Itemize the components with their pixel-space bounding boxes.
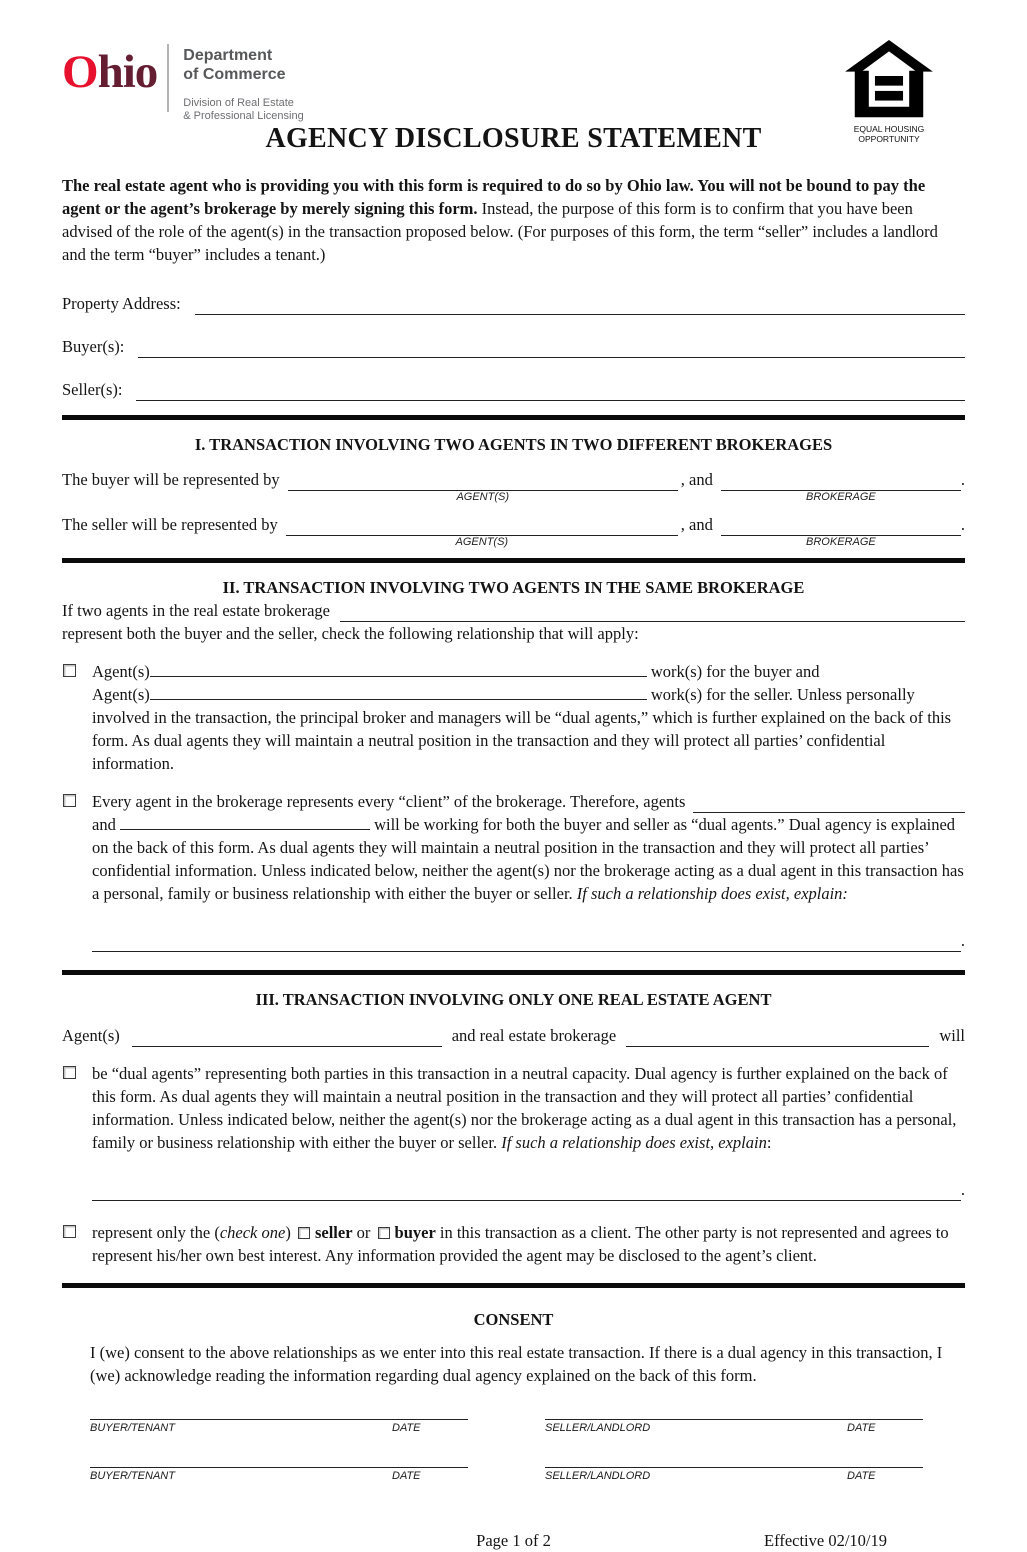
buyer-signature-block-2: [90, 1467, 468, 1483]
buyer-representation-row: [62, 468, 965, 503]
section3-option1-body: [92, 1062, 965, 1154]
section3-brokerage-mid: and real estate brokerage: [451, 1025, 617, 1045]
equal-housing-label-line1: EQUAL HOUSING: [853, 124, 925, 134]
section3-option2-suffix: in this transaction as a client. The other party is not represented and agrees to represent his/her own best interest. Any information provided the agent may be disclosed to the agent’s client.: [92, 1222, 949, 1265]
option1-seller-agent-line: [92, 683, 965, 706]
seller-representation-row: [62, 513, 965, 548]
section3-option2-prefix: represent only the (: [92, 1222, 220, 1242]
division-line2: & Professional Licensing: [183, 110, 304, 122]
buyers-label: Buyer(s):: [62, 336, 125, 356]
date-label: DATE: [392, 1421, 421, 1434]
section2-intro-line1: [62, 599, 965, 622]
option1-seller-agents-input-line[interactable]: [150, 687, 647, 700]
buyer-agents-input-line[interactable]: [288, 473, 678, 503]
section3-option2-check-one: check one: [219, 1222, 286, 1242]
option2-line1: [92, 790, 965, 813]
option2-explain-input-line[interactable]: [92, 951, 961, 952]
seller-agents-input-line[interactable]: [286, 518, 678, 548]
section3-option1-colon: :: [766, 1132, 772, 1152]
logo-divider: [167, 44, 169, 112]
ohio-wordmark-hio: hio: [97, 46, 158, 98]
buyer-checkbox[interactable]: [378, 1227, 390, 1239]
seller-checkbox[interactable]: [298, 1227, 310, 1239]
section3-option2: [62, 1221, 965, 1267]
equal-housing-house-icon: [845, 40, 933, 119]
section2-option2-checkbox[interactable]: [63, 794, 76, 807]
seller-landlord-label: SELLER/LANDLORD: [545, 1421, 651, 1434]
consent-paragraph: I (we) consent to the above relationships as we enter into this real estate transaction. If there is a dual agency in this transaction, I (we) acknowledge reading the information regarding dual agency explained on the back of this form.: [90, 1342, 943, 1385]
department-text-block: [183, 40, 303, 123]
sellers-label: Seller(s):: [62, 379, 123, 399]
ohio-wordmark: [62, 46, 158, 98]
buyer-tenant-label: BUYER/TENANT: [90, 1469, 175, 1482]
option1-buyer-agents-input-line[interactable]: [150, 664, 647, 677]
option1-agent1-prefix: Agent(s): [92, 661, 150, 681]
buyers-row: [62, 326, 965, 358]
page-title: AGENCY DISCLOSURE STATEMENT: [265, 123, 762, 154]
buyers-input-line[interactable]: [138, 357, 965, 358]
department-line2: of Commerce: [183, 66, 286, 83]
agents-caption: AGENT(S): [455, 535, 509, 548]
section3-option1-checkbox[interactable]: [63, 1066, 76, 1079]
option2-body: [92, 813, 965, 905]
property-address-row: [62, 283, 965, 315]
buyer-signature-block-1: [90, 1419, 468, 1435]
option2-line1-text: Every agent in the brokerage represents every “client” of the brokerage. Therefore, agents: [92, 791, 686, 811]
intro-paragraph: [62, 174, 965, 266]
section3-will-suffix: will: [939, 1025, 965, 1045]
section3-option2-checkbox[interactable]: [63, 1225, 76, 1238]
seller-signature-block-2: [545, 1467, 923, 1483]
consent-heading: CONSENT: [473, 1309, 554, 1329]
option2-end-period: .: [960, 930, 965, 950]
buyer-line-and: , and: [680, 469, 713, 489]
section2-option1-checkbox[interactable]: [63, 664, 76, 677]
section-divider: [62, 558, 965, 563]
department-line1: Department: [183, 47, 273, 64]
section2-option1: [62, 660, 965, 775]
agents-caption: AGENT(S): [456, 490, 509, 503]
equal-housing-label-line2: OPPORTUNITY: [858, 133, 920, 144]
sellers-row: [62, 369, 965, 401]
intro-bold-text: The real estate agent who is providing you with this form is required to do so by Ohio law. You will not be bound to pay the agent or the agent’s brokerage by merely signing this form.: [62, 176, 926, 218]
form-header: [62, 40, 965, 154]
section1-heading: I. TRANSACTION INVOLVING TWO AGENTS IN TWO DIFFERENT BROKERAGES: [194, 434, 833, 454]
section3-option1: [62, 1062, 965, 1201]
property-address-label: Property Address:: [62, 293, 181, 313]
ohio-department-of-commerce-logo: [62, 40, 965, 123]
signature-row-1: [90, 1419, 965, 1435]
option1-body-text: involved in the transaction, the principal broker and managers will be “dual agents,” which is further explained on the back of this form. As dual agents they will maintain a neutral position in the transaction and they will protect all parties’ confidential information.: [92, 707, 952, 773]
section3-explain-input-line[interactable]: [92, 1200, 961, 1201]
buyer-line-prefix: The buyer will be represented by: [62, 469, 280, 489]
seller-landlord-label: SELLER/LANDLORD: [545, 1469, 651, 1482]
option1-line2-suffix: work(s) for the seller. Unless personally: [650, 684, 915, 704]
seller-checkbox-label: seller: [314, 1222, 353, 1242]
seller-signature-block-1: [545, 1419, 923, 1435]
seller-line-and: , and: [680, 514, 713, 534]
section-divider: [62, 1283, 965, 1288]
section2-intro-prefix: If two agents in the real estate brokerage: [62, 600, 331, 620]
brokerage-caption: BROKERAGE: [806, 535, 876, 548]
date-label: DATE: [847, 1469, 876, 1482]
brokerage-caption: BROKERAGE: [806, 490, 876, 503]
section3-option2-body: [92, 1221, 965, 1267]
section3-option2-or: or: [356, 1222, 371, 1242]
date-label: DATE: [392, 1469, 421, 1482]
buyer-checkbox-label: buyer: [394, 1222, 436, 1242]
option1-line1-suffix: work(s) for the buyer and: [650, 661, 820, 681]
option2-agent2-input-line[interactable]: [120, 817, 370, 830]
signature-row-2: [90, 1467, 965, 1483]
option2-and: and: [92, 814, 116, 834]
division-line1: Division of Real Estate: [183, 97, 294, 109]
seller-line-period: .: [960, 514, 965, 534]
section3-agents-input-line[interactable]: [132, 1033, 442, 1047]
buyer-brokerage-input-line[interactable]: [721, 473, 961, 503]
page-number: Page 1 of 2: [476, 1530, 551, 1550]
section3-end-period: .: [960, 1179, 965, 1199]
page-footer: [62, 1529, 965, 1552]
effective-date: Effective 02/10/19: [764, 1530, 887, 1550]
section3-agent-prefix: Agent(s): [62, 1025, 120, 1045]
buyer-line-period: .: [960, 469, 965, 489]
section2-intro-line2: represent both the buyer and the seller, check the following relationship that will apply:: [62, 623, 639, 643]
option2-explain-row: [92, 929, 965, 952]
option1-buyer-agent-line: [92, 660, 965, 683]
section3-heading: III. TRANSACTION INVOLVING ONLY ONE REAL ESTATE AGENT: [255, 989, 772, 1009]
option1-agent2-prefix: Agent(s): [92, 684, 150, 704]
section3-agent-row: [62, 1019, 965, 1047]
option2-body-text: will be working for both the buyer and seller as “dual agents.” Dual agency is explained on the back of this form. As dual agents they will maintain a neutral position in the transaction and they will protect all parties’ confidential information. Unless indicated below, neither the agent(s) nor the brokerage acting as a dual agent in this transaction has a personal, family or business relationship with either the buyer or seller.: [92, 814, 964, 903]
intro-regular-text: Instead, the purpose of this form is to confirm that you have been advised of the role of the agent(s) in the transaction proposed below. (For purposes of this form, the term “seller” includes a landlord and the term “buyer” includes a tenant.): [62, 199, 938, 264]
option2-italic-text: If such a relationship does exist, explain:: [576, 883, 848, 903]
section3-explain-row: [92, 1178, 965, 1201]
property-address-input-line[interactable]: [195, 314, 965, 315]
section3-option2-close-paren: ): [285, 1222, 291, 1242]
section-divider: [62, 970, 965, 975]
sellers-input-line[interactable]: [136, 400, 965, 401]
section2-heading: II. TRANSACTION INVOLVING TWO AGENTS IN THE SAME BROKERAGE: [222, 577, 805, 597]
ohio-wordmark-o: O: [62, 46, 98, 98]
seller-brokerage-input-line[interactable]: [721, 518, 961, 548]
buyer-tenant-label: BUYER/TENANT: [90, 1421, 175, 1434]
section-divider: [62, 415, 965, 420]
seller-line-prefix: The seller will be represented by: [62, 514, 278, 534]
section3-brokerage-input-line[interactable]: [626, 1033, 929, 1047]
section3-option1-italic: If such a relationship does exist, explain: [501, 1132, 767, 1152]
section3-option1-text: be “dual agents” representing both parties in this transaction in a neutral capacity. Dual agency is further explained on the back of this form. As dual agents they will maintain a neutral position in the transaction and they will protect all parties’ confidential information. Unless indicated below, neither the agent(s) nor the brokerage acting as a dual agent in this transaction has a personal, family or business relationship with either the buyer or seller.: [92, 1063, 957, 1152]
date-label: DATE: [847, 1421, 876, 1434]
section2-option2: [62, 790, 965, 952]
